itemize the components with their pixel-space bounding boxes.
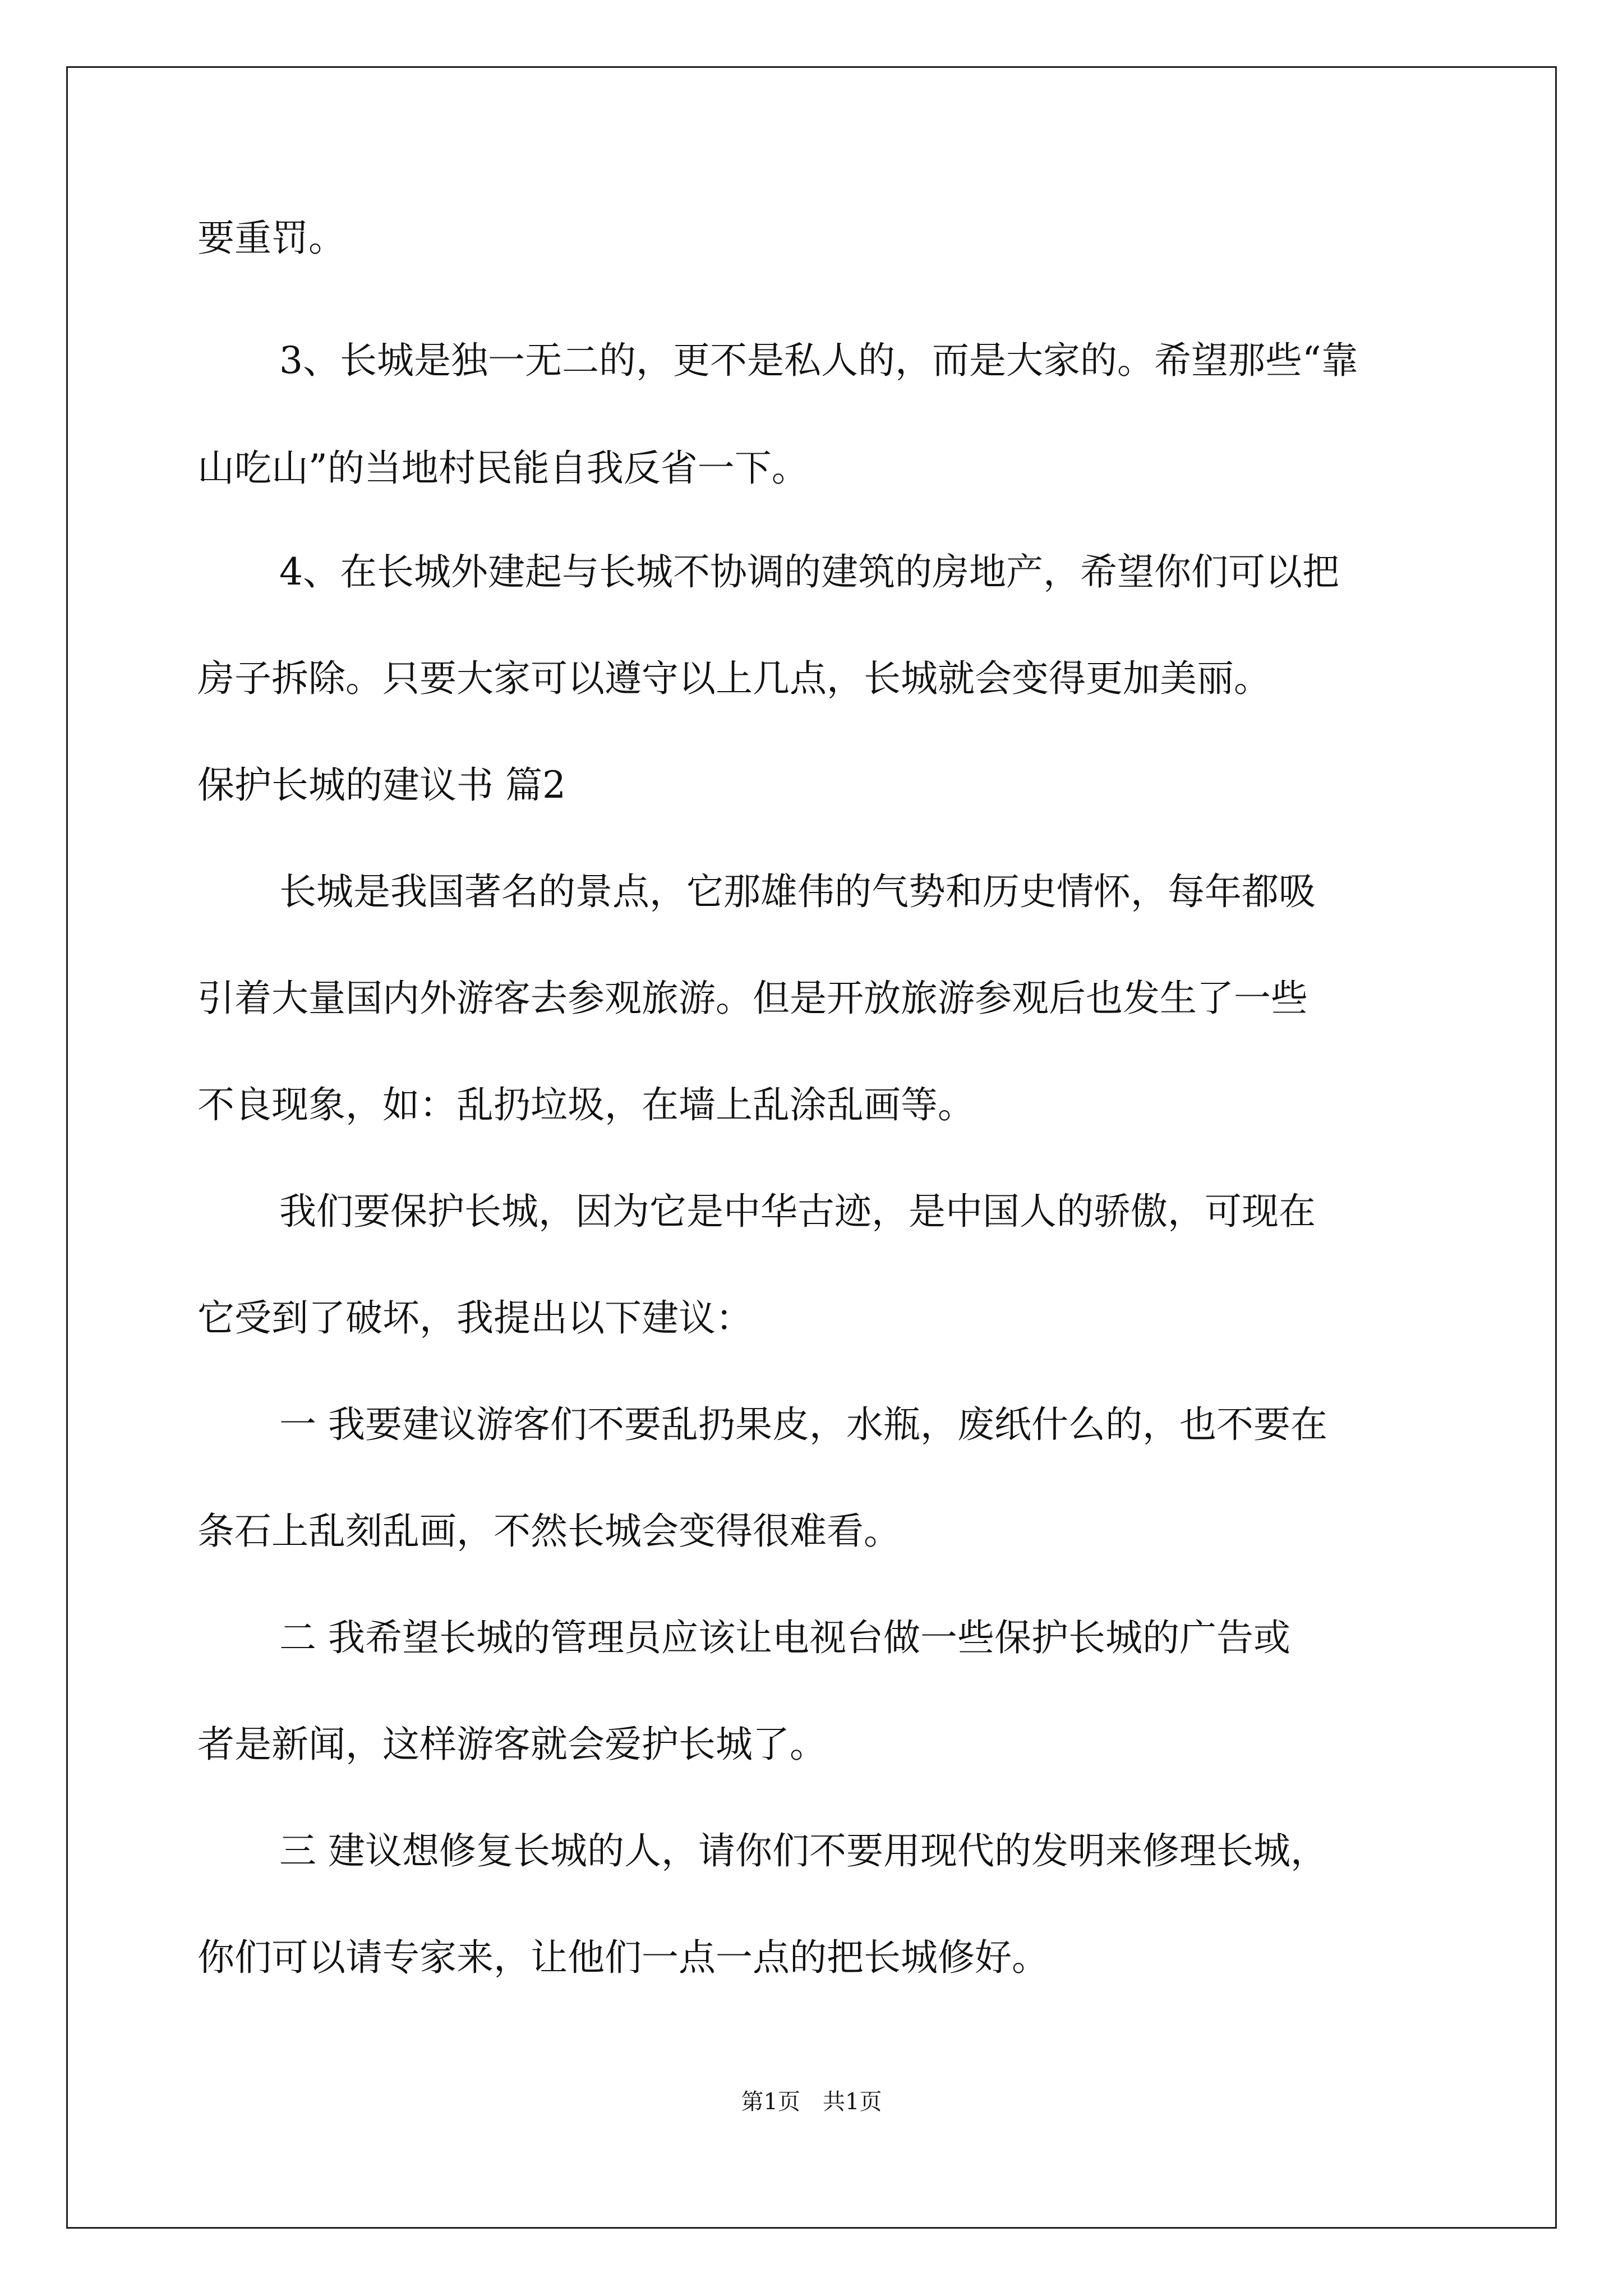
text-line: 它受到了破坏，我提出以下建议： [197,1296,753,1340]
text-line: 山吃山”的当地村民能自我反省一下。 [197,447,809,490]
text-line: 你们可以请专家来，让他们一点一点的把长城修好。 [197,1936,1049,1979]
text-line: 三 建议想修复长城的人，请你们不要用现代的发明来修理长城， [279,1829,1327,1872]
text-line: 条石上乱刻乱画，不然长城会变得很难看。 [197,1510,901,1553]
page-number: 第1页 [741,2089,800,2115]
text-line: 者是新闻，这样游客就会爱护长城了。 [197,1723,827,1766]
text-line: 要重罚。 [197,217,345,260]
text-line: 引着大量国内外游客去参观旅游。但是开放旅游参观后也发生了一些 [197,977,1308,1020]
text-line: 4、在长城外建起与长城不协调的建筑的房地产，希望你们可以把 [279,550,1339,593]
text-line: 长城是我国著名的景点，它那雄伟的气势和历史情怀，每年都吸 [279,870,1316,913]
page-border [66,66,1557,2229]
text-line: 一 我要建议游客们不要乱扔果皮，水瓶，废纸什么的，也不要在 [279,1403,1327,1446]
page-total: 共1页 [823,2089,882,2115]
text-line: 不良现象，如：乱扔垃圾，在墙上乱涂乱画等。 [197,1083,975,1126]
text-line: 3、长城是独一无二的，更不是私人的，而是大家的。希望那些“靠 [279,339,1358,382]
text-line: 我们要保护长城，因为它是中华古迹，是中国人的骄傲，可现在 [279,1190,1316,1233]
page-footer [0,2088,1623,2116]
text-line: 房子拆除。只要大家可以遵守以上几点，长城就会变得更加美丽。 [197,657,1271,700]
text-line: 二 我希望长城的管理员应该让电视台做一些保护长城的广告或 [279,1616,1290,1659]
section-heading: 保护长城的建议书 篇2 [197,763,566,807]
